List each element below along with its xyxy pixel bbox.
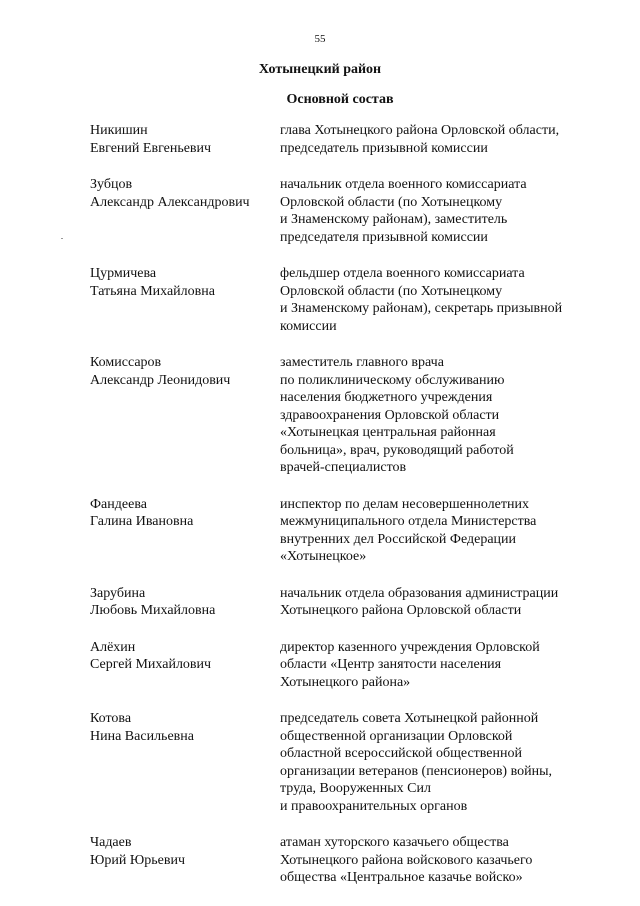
member-surname: Фандеева bbox=[90, 496, 147, 512]
member-position: фельдшер отдела военного комиссариата Орловской области (по Хотынецкому и Знаменскому районам), секретарь призывной комиссии bbox=[280, 266, 563, 334]
member-name bbox=[90, 176, 280, 246]
member-name bbox=[90, 354, 280, 477]
member-surname: Алёхин bbox=[90, 639, 136, 655]
member-name bbox=[90, 496, 280, 566]
member-surname: Цурмичева bbox=[90, 266, 157, 281]
member-position: атаман хуторского казачьего общества Хотынецкого района войскового казачьего общества «Центральное казачье войско» bbox=[280, 835, 533, 885]
member-surname: Чадаев bbox=[90, 835, 132, 850]
member-given-names: Евгений Евгеньевич bbox=[90, 140, 212, 156]
member-surname: Комиссаров bbox=[90, 355, 162, 370]
member-surname: Зубцов bbox=[90, 177, 133, 192]
member-position: заместитель главного врача по поликлиническому обслуживанию населения бюджетного учреждения здравоохранения Орловской области «Хотынецкая центральная районная больница», врач, руководящий работой врачей-специалистов bbox=[280, 355, 514, 475]
member-entry bbox=[90, 265, 610, 335]
member-position: инспектор по делам несовершеннолетних межмуниципального отдела Министерства внутренних дел Российской Федерации «Хотынецкое» bbox=[280, 496, 537, 564]
member-position: начальник отдела образования администрации Хотынецкого района Орловской области bbox=[280, 585, 559, 618]
member-name bbox=[90, 710, 280, 815]
member-entry bbox=[90, 585, 610, 620]
member-given-names: Александр Александрович bbox=[90, 194, 250, 210]
member-surname: Зарубина bbox=[90, 585, 146, 601]
member-given-names: Сергей Михайлович bbox=[90, 657, 212, 672]
composition-title: Основной состав bbox=[286, 92, 394, 107]
district-title: Хотынецкий район bbox=[258, 62, 382, 77]
member-entry bbox=[90, 639, 610, 692]
member-given-names: Нина Васильевна bbox=[90, 728, 194, 744]
member-name bbox=[90, 834, 280, 887]
commission-members-list bbox=[90, 122, 610, 906]
member-given-names: Александр Леонидович bbox=[90, 372, 231, 388]
member-name bbox=[90, 122, 280, 157]
member-entry bbox=[90, 354, 610, 477]
page-number: 55 bbox=[314, 33, 326, 45]
member-surname: Никишин bbox=[90, 123, 148, 138]
member-entry bbox=[90, 176, 610, 246]
member-entry bbox=[90, 122, 610, 157]
member-name bbox=[90, 639, 280, 692]
scan-mark bbox=[61, 238, 63, 239]
member-name bbox=[90, 585, 280, 620]
member-given-names: Галина Ивановна bbox=[90, 514, 194, 529]
member-entry bbox=[90, 710, 610, 815]
member-name bbox=[90, 265, 280, 335]
member-position: председатель совета Хотынецкой районной общественной организации Орловской областной всероссийской общественной организации ветеранов (пенсионеров) войны, труда, Вооруженных Сил и правоохранительных органов bbox=[280, 711, 553, 814]
member-given-names: Татьяна Михайловна bbox=[90, 283, 215, 299]
member-surname: Котова bbox=[90, 711, 132, 726]
member-position: начальник отдела военного комиссариата Орловской области (по Хотынецкому и Знаменскому районам), заместитель председателя призывной комиссии bbox=[280, 177, 527, 245]
member-entry bbox=[90, 496, 610, 566]
member-position: глава Хотынецкого района Орловской области, председатель призывной комиссии bbox=[280, 123, 560, 156]
member-position: директор казенного учреждения Орловской области «Центр занятости населения Хотынецкого района» bbox=[280, 639, 540, 690]
member-entry bbox=[90, 834, 610, 887]
member-given-names: Любовь Михайловна bbox=[90, 603, 216, 618]
member-given-names: Юрий Юрьевич bbox=[90, 852, 186, 868]
